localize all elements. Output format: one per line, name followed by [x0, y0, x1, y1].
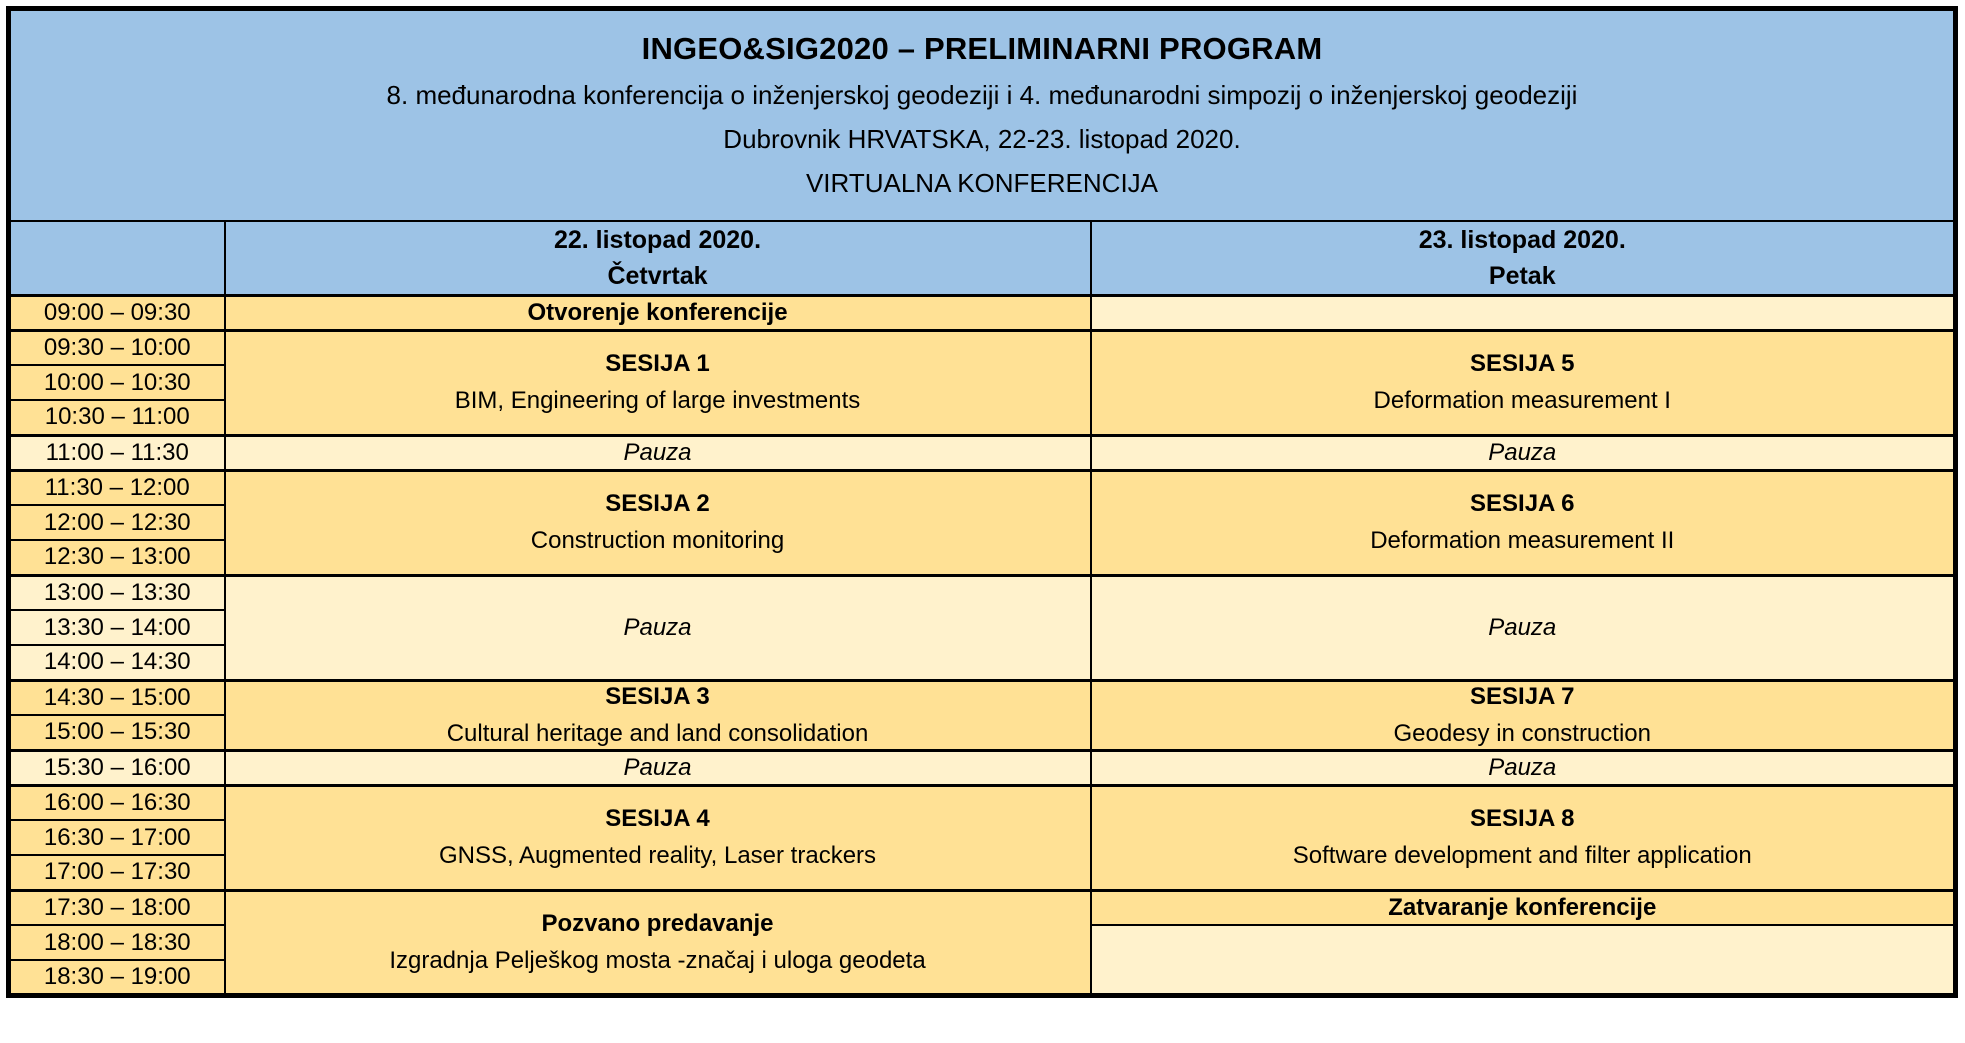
- session-name: SESIJA 1: [605, 350, 710, 377]
- thursday-session-4-cell: [225, 785, 1091, 890]
- schedule-row: [9, 680, 1956, 715]
- time-slot-1830: 18:30 – 19:00: [9, 960, 225, 995]
- friday-empty-morning-cell: [1091, 295, 1956, 330]
- time-slot-1730: 17:30 – 18:00: [9, 890, 225, 925]
- time-slot-0930: 09:30 – 10:00: [9, 330, 225, 365]
- session-topic: Geodesy in construction: [1393, 719, 1651, 747]
- day-header-day: Četvrtak: [607, 261, 708, 290]
- conference-program: [6, 6, 1958, 998]
- session-topic: Software development and filter application: [1292, 842, 1752, 869]
- session-topic: GNSS, Augmented reality, Laser trackers: [438, 842, 877, 869]
- friday-lunch-pauza-cell: Pauza: [1091, 575, 1956, 680]
- thursday-pauza-cell: Pauza: [225, 435, 1091, 470]
- session-topic: BIM, Engineering of large investments: [454, 387, 861, 414]
- time-slot-1500: 15:00 – 15:30: [9, 715, 225, 750]
- friday-session-5-cell: [1091, 330, 1956, 435]
- time-slot-1700: 17:00 – 17:30: [9, 855, 225, 890]
- session-name: SESIJA 8: [1470, 805, 1575, 832]
- time-slot-0900: 09:00 – 09:30: [9, 295, 225, 330]
- schedule-row: [9, 575, 1956, 610]
- session-name: SESIJA 2: [605, 490, 710, 517]
- thursday-session-1-cell: [225, 330, 1091, 435]
- session-name: SESIJA 7: [1470, 682, 1575, 710]
- time-slot-1000: 10:00 – 10:30: [9, 365, 225, 400]
- session-name: SESIJA 3: [605, 682, 710, 710]
- friday-session-6-cell: [1091, 470, 1956, 575]
- conference-location-date: Dubrovnik HRVATSKA, 22-23. listopad 2020.: [723, 124, 1241, 155]
- schedule-row: [9, 890, 1956, 925]
- session-topic: Deformation measurement I: [1373, 387, 1671, 414]
- friday-pauza-cell: Pauza: [1091, 435, 1956, 470]
- title-block: [9, 9, 1956, 221]
- time-slot-1030: 10:30 – 11:00: [9, 400, 225, 435]
- time-slot-1400: 14:00 – 14:30: [9, 645, 225, 680]
- schedule-row: [9, 330, 1956, 365]
- thursday-lunch-pauza-cell: Pauza: [225, 575, 1091, 680]
- time-slot-1100: 11:00 – 11:30: [9, 435, 225, 470]
- time-slot-1800: 18:00 – 18:30: [9, 925, 225, 960]
- day-header-date: 22. listopad 2020.: [553, 225, 762, 254]
- session-topic: Cultural heritage and land consolidation: [446, 719, 869, 747]
- friday-session-7-cell: [1091, 680, 1956, 750]
- schedule-row: [9, 435, 1956, 470]
- session-name: Pozvano predavanje: [541, 909, 774, 937]
- time-slot-1130: 11:30 – 12:00: [9, 470, 225, 505]
- day-header-thursday: [225, 221, 1091, 296]
- session-name: SESIJA 4: [605, 805, 710, 832]
- friday-closing-cell: Zatvaranje konferencije: [1091, 890, 1956, 925]
- time-slot-1300: 13:00 – 13:30: [9, 575, 225, 610]
- day-header-friday: [1091, 221, 1956, 296]
- session-name: SESIJA 5: [1470, 350, 1575, 377]
- session-name: SESIJA 6: [1470, 490, 1575, 517]
- friday-pauza-cell: Pauza: [1091, 750, 1956, 785]
- session-topic: Izgradnja Pelješkog mosta -značaj i uloga geodeta: [389, 946, 926, 974]
- schedule-row: [9, 750, 1956, 785]
- conference-subtitle: 8. međunarodna konferencija o inženjerskoj geodeziji i 4. međunarodni simpozij o inženjerskoj geodeziji: [386, 80, 1578, 111]
- time-slot-1430: 14:30 – 15:00: [9, 680, 225, 715]
- schedule-row: [9, 785, 1956, 820]
- thursday-session-3-cell: [225, 680, 1091, 750]
- conference-title: INGEO&SIG2020 – PRELIMINARNI PROGRAM: [641, 31, 1323, 67]
- time-slot-1630: 16:30 – 17:00: [9, 820, 225, 855]
- schedule-row: [9, 470, 1956, 505]
- conference-mode: VIRTUALNA KONFERENCIJA: [805, 168, 1159, 199]
- day-header-date: 23. listopad 2020.: [1418, 225, 1626, 254]
- friday-session-8-cell: [1091, 785, 1956, 890]
- time-slot-1530: 15:30 – 16:00: [9, 750, 225, 785]
- thursday-invited-lecture-cell: [225, 890, 1091, 995]
- program-table: [6, 6, 1958, 998]
- day-header-row: [9, 221, 1956, 296]
- friday-empty-evening-cell: [1091, 925, 1956, 995]
- session-topic: Deformation measurement II: [1370, 527, 1675, 554]
- time-slot-1330: 13:30 – 14:00: [9, 610, 225, 645]
- thursday-opening-cell: Otvorenje konferencije: [225, 295, 1091, 330]
- time-column-header: [9, 221, 225, 296]
- schedule-row: [9, 295, 1956, 330]
- time-slot-1200: 12:00 – 12:30: [9, 505, 225, 540]
- thursday-pauza-cell: Pauza: [225, 750, 1091, 785]
- time-slot-1230: 12:30 – 13:00: [9, 540, 225, 575]
- day-header-day: Petak: [1488, 261, 1556, 290]
- title-row: [9, 9, 1956, 221]
- thursday-session-2-cell: [225, 470, 1091, 575]
- session-topic: Construction monitoring: [530, 527, 785, 554]
- time-slot-1600: 16:00 – 16:30: [9, 785, 225, 820]
